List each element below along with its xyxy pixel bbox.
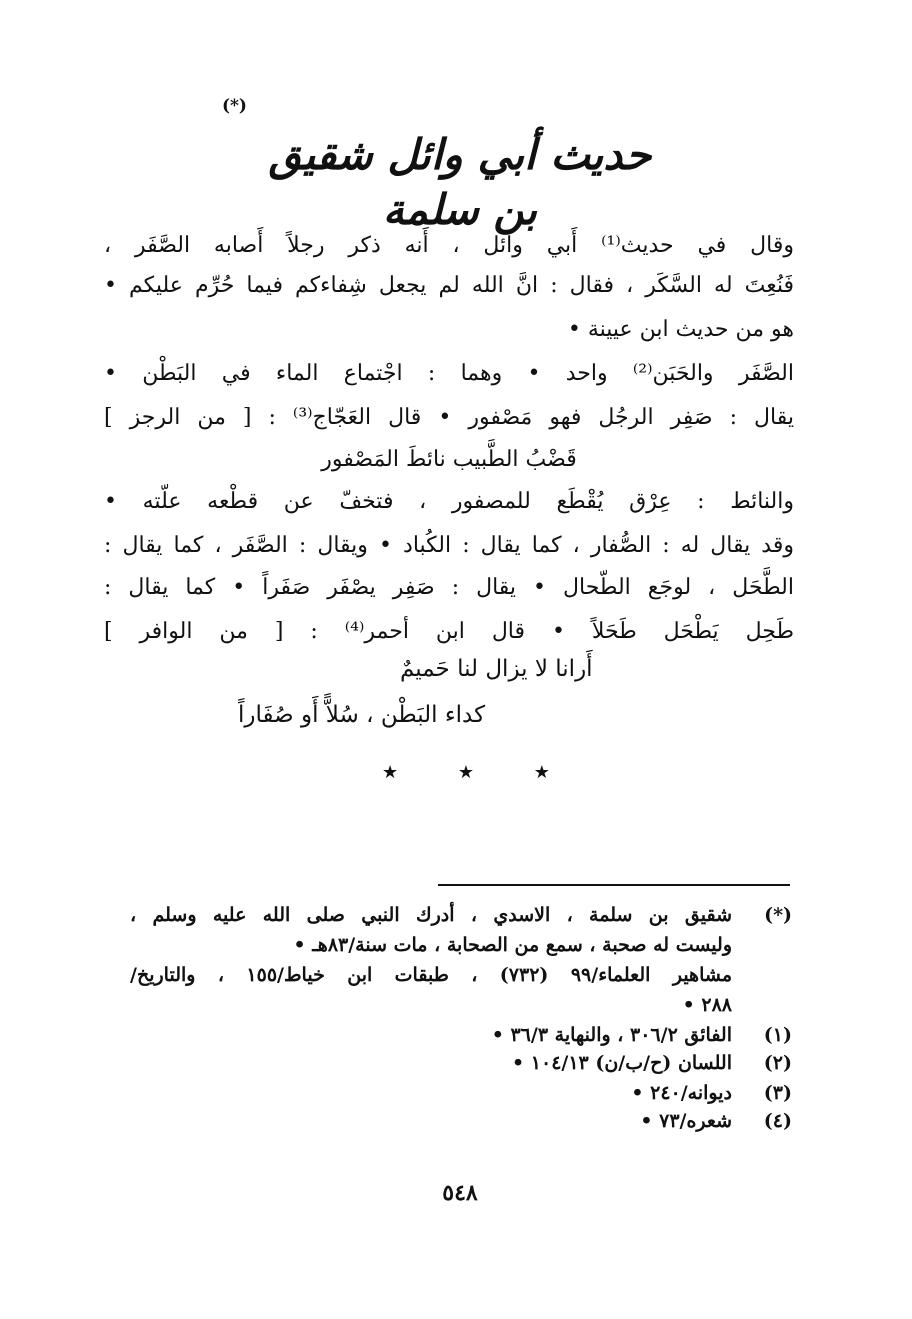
body-line: الطَّحَل ، لوجَع الطّحال • يقال : صَفِر يصْفَر صَفَراً • كما يقال :	[104, 575, 794, 600]
footnote-divider	[438, 884, 790, 886]
header-footnote-mark: (*)	[222, 96, 247, 116]
footnote-number: (٢)	[763, 1052, 792, 1074]
footnote-number: (١)	[763, 1024, 792, 1046]
verse-line-2: كداء البَطْن ، سُلاًّ أَو صُفَاراً	[238, 702, 486, 728]
body-line: يقال : صَفِر الرجُل فهو مَصْفور • قال العَجّاج⁽³⁾ : [ من الرجز ]	[104, 405, 794, 430]
footnote-text: مشاهير العلماء/٩٩ (٧٣٢) ، طبقات ابن خياط/١٥٥ ، والتاريخ/	[130, 964, 732, 986]
footnote-text: شعره/٧٣ •	[640, 1110, 732, 1132]
verse-line-rajaz: قَضْبُ الطَّبيب نائطَ المَصْفور	[321, 447, 577, 472]
page-number: ٥٤٨	[442, 1180, 478, 1206]
body-line: وقد يقال له : الصُّفار ، كما يقال : الكُباد • ويقال : الصَّفَر ، كما يقال :	[104, 533, 794, 558]
page-title: حديث أبي وائل شقيق بن سلمة	[268, 130, 652, 234]
footnote-text: ٢٨٨ •	[682, 994, 732, 1016]
verse-line-1: أَرانا لا يزال لنا حَميمٌ	[400, 656, 593, 682]
footnote-text: وليست له صحبة ، سمع من الصحابة ، مات سنة/٨٣هـ •	[293, 934, 732, 956]
body-line: فَنُعِتَ له السَّكَر ، فقال : انَّ الله لم يجعل شِفاءكم فيما حُرِّم عليكم •	[104, 273, 794, 298]
footnote-text: شقيق بن سلمة ، الاسدي ، أدرك النبي صلى الله عليه وسلم ،	[130, 904, 732, 926]
body-line: طَحِل يَطْحَل طَحَلاً • قال ابن أحمر⁽⁴⁾ : [ من الوافر ]	[104, 619, 794, 644]
star-icon: ★	[533, 762, 550, 783]
footnote-text: الفائق ٣٠٦/٢ ، والنهاية ٣٦/٣ •	[491, 1024, 732, 1046]
body-line: وقال في حديث⁽¹⁾ أَبي وائل ، أَنه ذكر رجلاً أَصابه الصَّفَر ،	[104, 233, 794, 258]
body-line: هو من حديث ابن عيينة •	[567, 317, 794, 342]
footnote-text: اللسان (ح/ب/ن) ١٠٤/١٣ •	[512, 1052, 732, 1074]
footnote-text: ديوانه/٢٤٠ •	[631, 1082, 732, 1104]
star-icon: ★	[457, 762, 475, 783]
star-icon: ★	[382, 762, 399, 783]
body-line: والنائط : عِرْق يُقْطَع للمصفور ، فتخفّ عن قطْعه علّته •	[104, 489, 794, 514]
footnote-number: (*)	[764, 904, 792, 926]
body-line: الصَّفَر والحَبَن⁽²⁾ واحد • وهما : اجْتماع الماء في البَطْن •	[104, 361, 794, 386]
section-separator	[382, 762, 604, 783]
footnote-number: (٤)	[763, 1110, 792, 1132]
footnote-number: (٣)	[763, 1082, 792, 1104]
